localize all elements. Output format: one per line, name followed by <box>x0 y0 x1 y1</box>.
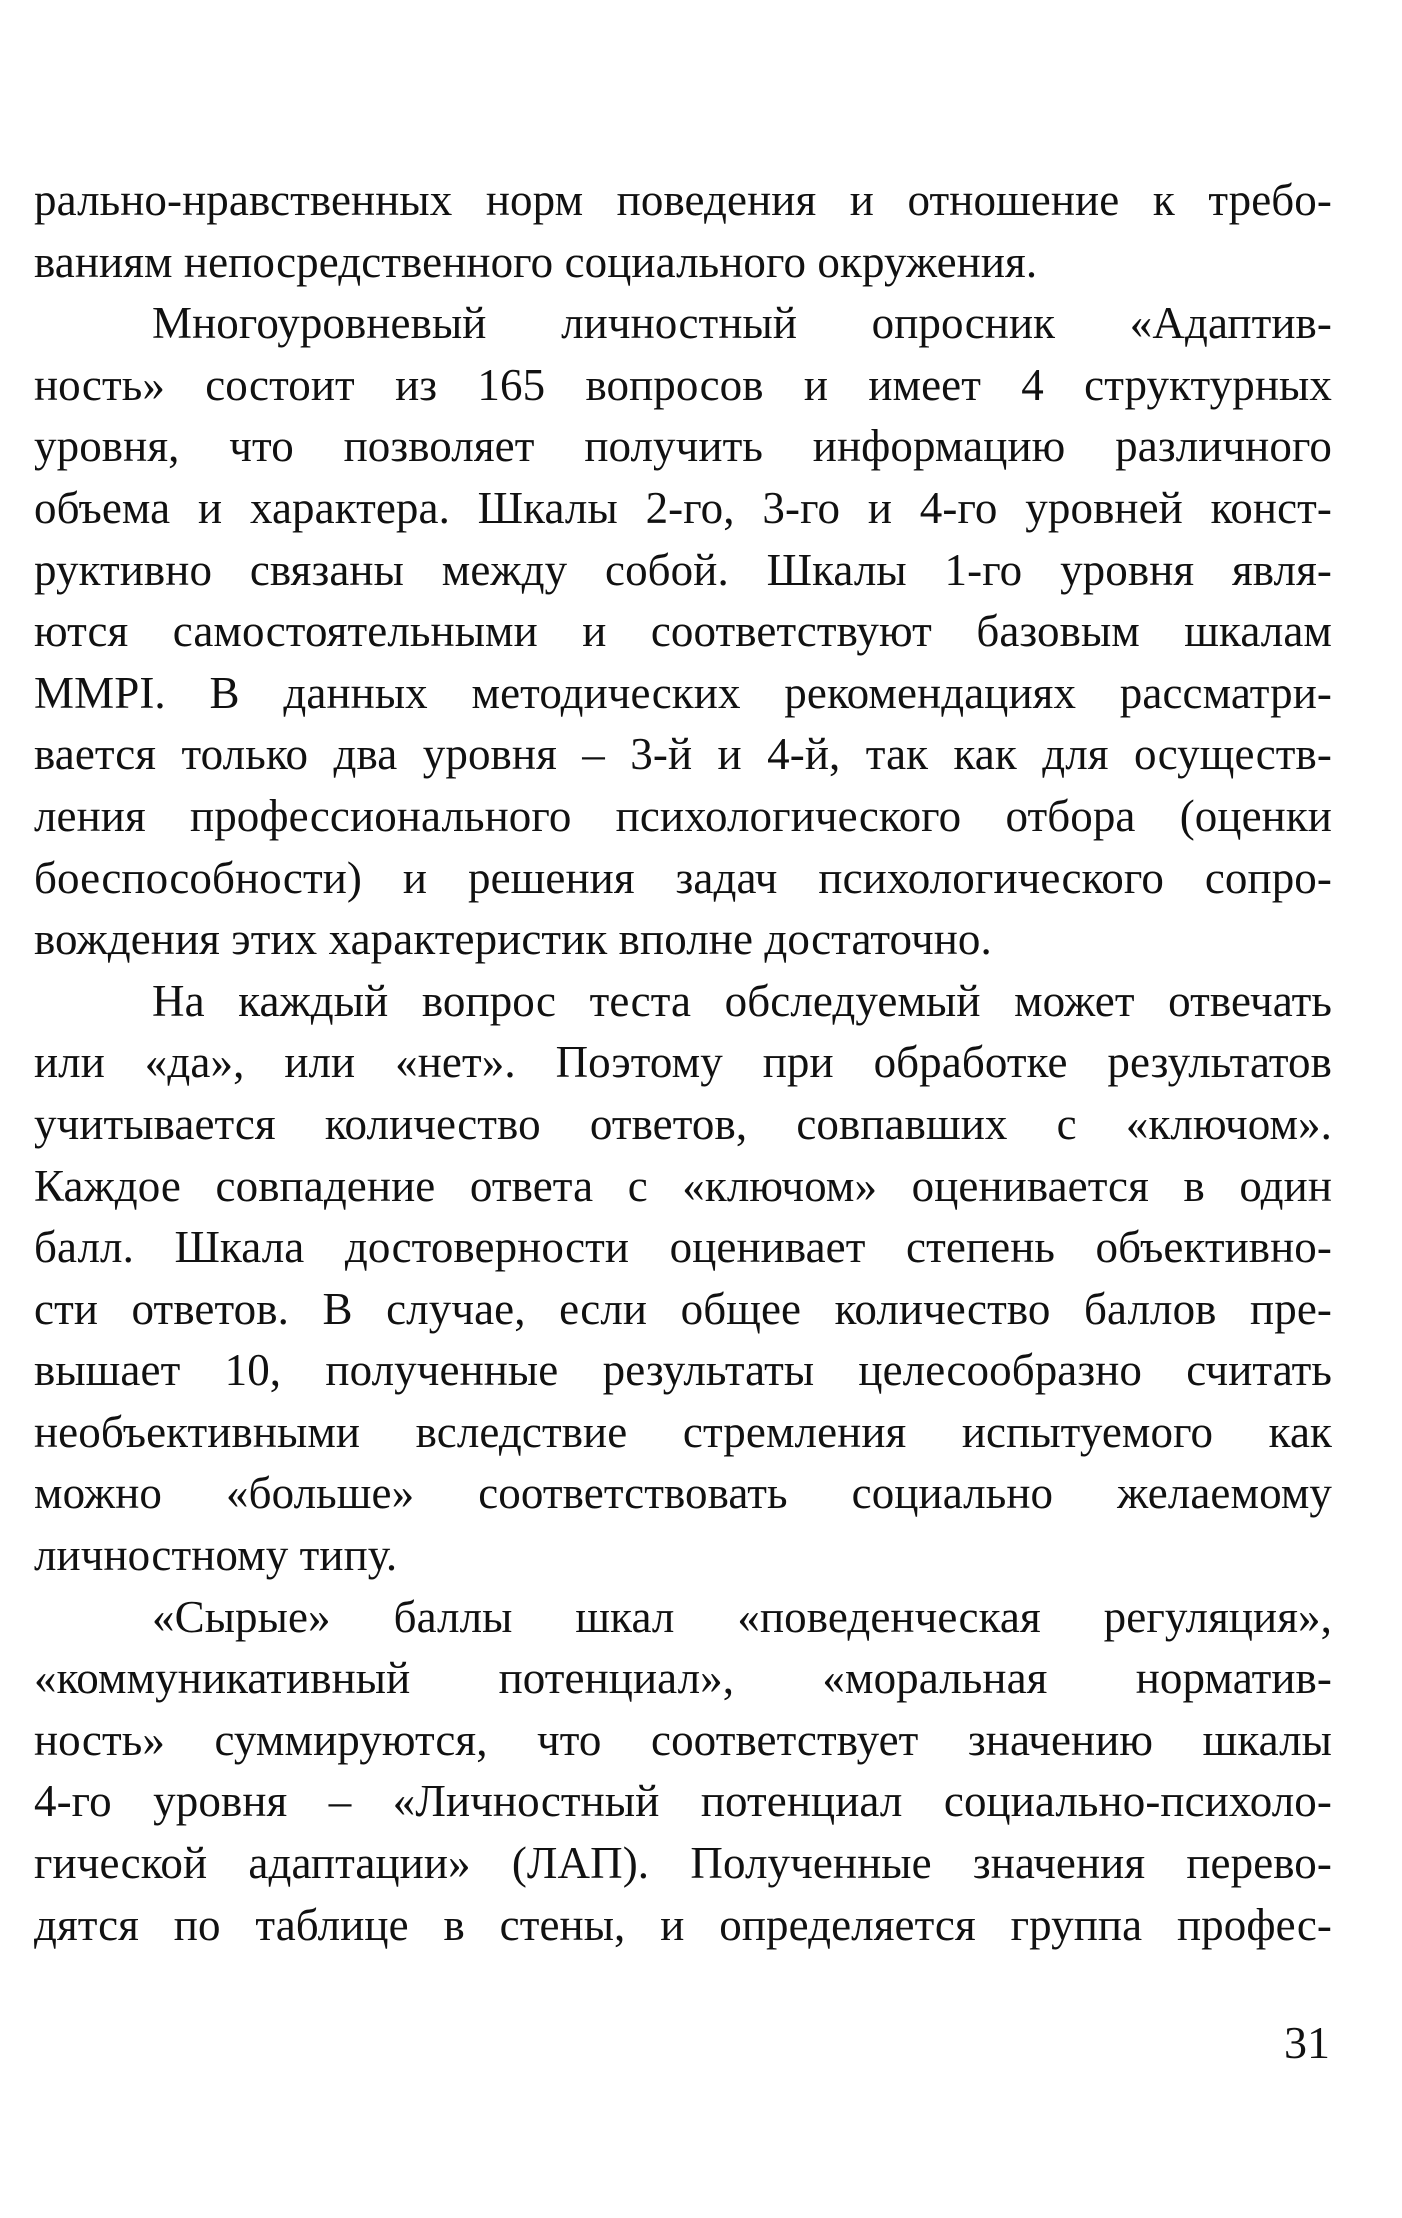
text-line: ность» суммируются, что соответствует значению шкалы <box>34 1714 1332 1765</box>
paragraph-answer-scoring <box>34 971 1332 1587</box>
page-number: 31 <box>1284 2017 1330 2068</box>
text-line: вается только два уровня – 3-й и 4-й, так как для осуществ- <box>34 729 1332 780</box>
text-line: вождения этих характеристик вполне достаточно. <box>34 914 992 965</box>
paragraph-raw-scores <box>34 1587 1332 1957</box>
text-line: объема и характера. Шкалы 2-го, 3-го и 4-го уровней конст- <box>34 482 1332 533</box>
text-line: Каждое совпадение ответа с «ключом» оценивается в один <box>34 1160 1332 1211</box>
text-line: руктивно связаны между собой. Шкалы 1-го уровня явля- <box>34 544 1332 595</box>
text-line: боеспособности) и решения задач психологического сопро- <box>34 852 1332 903</box>
text-line: ность» состоит из 165 вопросов и имеет 4 структурных <box>34 359 1332 410</box>
paragraph-continued <box>34 170 1332 293</box>
text-line: можно «больше» соответствовать социально желаемому <box>34 1468 1332 1519</box>
text-line: MMPI. В данных методических рекомендациях рассматри- <box>34 667 1332 718</box>
body-text <box>34 170 1332 1956</box>
text-line: личностному типу. <box>34 1530 398 1581</box>
text-line: «коммуникативный потенциал», «моральная норматив- <box>34 1653 1332 1704</box>
text-line: ются самостоятельными и соответствуют базовым шкалам <box>34 606 1332 657</box>
text-line: ления профессионального психологического отбора (оценки <box>34 790 1332 841</box>
text-line: гической адаптации» (ЛАП). Полученные значения перево- <box>34 1838 1332 1889</box>
text-line: рально-нравственных норм поведения и отношение к требо- <box>34 175 1332 225</box>
text-line: ваниям непосредственного социального окружения. <box>34 236 1038 287</box>
paragraph-questionnaire-structure <box>34 293 1332 971</box>
text-line: Многоуровневый личностный опросник «Адаптив- <box>152 298 1332 349</box>
text-line: На каждый вопрос теста обследуемый может отвечать <box>152 975 1332 1026</box>
text-line: необъективными вследствие стремления испытуемого как <box>34 1406 1332 1457</box>
text-line: балл. Шкала достоверности оценивает степень объективно- <box>34 1222 1332 1273</box>
text-line: сти ответов. В случае, если общее количество баллов пре- <box>34 1283 1332 1334</box>
text-line: или «да», или «нет». Поэтому при обработке результатов <box>34 1037 1332 1088</box>
text-line: уровня, что позволяет получить информацию различного <box>34 421 1332 472</box>
text-line: 4-го уровня – «Личностный потенциал социально-психоло- <box>34 1776 1332 1827</box>
text-line: вышает 10, полученные результаты целесообразно считать <box>34 1345 1332 1396</box>
text-line: «Сырые» баллы шкал «поведенческая регуляция», <box>152 1591 1332 1642</box>
text-line: учитывается количество ответов, совпавших с «ключом». <box>34 1098 1332 1149</box>
text-line: дятся по таблице в стены, и определяется группа профес- <box>34 1899 1332 1950</box>
